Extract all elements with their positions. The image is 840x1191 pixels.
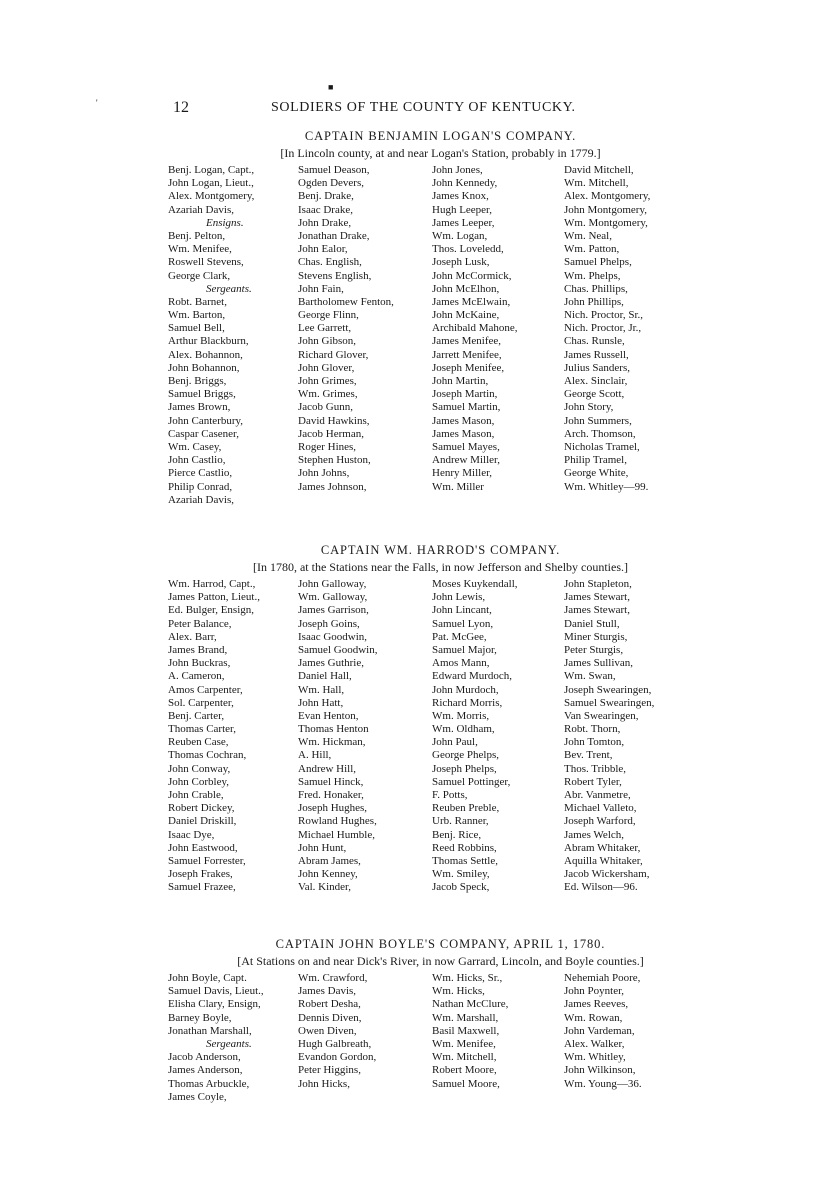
soldier-name: Thomas Henton — [298, 723, 369, 736]
soldier-name: John Crable, — [168, 789, 224, 801]
soldier-name: John McKaine, — [432, 309, 500, 322]
soldier-name: James Stewart, — [564, 604, 630, 617]
soldier-name: Joseph Phelps, — [432, 762, 497, 775]
roster-columns — [168, 972, 713, 1104]
soldier-name: Thomas Settle, — [432, 854, 498, 867]
soldier-name: Philip Tramel, — [564, 454, 627, 467]
soldier-name: Samuel Davis, Lieut., — [168, 985, 264, 998]
soldier-name: Hugh Galbreath, — [298, 1037, 372, 1050]
soldier-name: John Poynter, — [564, 985, 625, 998]
soldier-name: James Patton, Lieut., — [168, 591, 260, 604]
soldier-name: James Welch, — [564, 828, 625, 841]
soldier-name: Wm. Miller — [432, 480, 484, 493]
soldier-name: Samuel Bell, — [168, 322, 225, 335]
soldier-name: Abram James, — [298, 854, 361, 867]
soldier-name: John Vardeman, — [564, 1024, 635, 1037]
soldier-name: Michael Humble, — [298, 828, 375, 841]
soldier-name: Sol. Carpenter, — [168, 696, 234, 709]
soldier-name: John Galloway, — [298, 578, 367, 590]
company-note: [In 1780, at the Stations near the Falls, in now Jefferson and Shelby counties.] — [252, 560, 629, 574]
soldier-name: Joseph Hughes, — [298, 802, 368, 815]
soldier-name: Abram Whitaker, — [564, 841, 641, 854]
soldier-name: Wm. Neal, — [564, 229, 612, 242]
soldier-name: Robert Tyler, — [564, 775, 622, 788]
soldier-name: Benj. Logan, Capt., — [168, 164, 255, 176]
soldier-name: Wm. Swan, — [564, 670, 616, 683]
soldier-name: Thomas Carter, — [168, 723, 236, 736]
soldier-name: John Kennedy, — [432, 177, 498, 190]
soldier-name: Edward Murdoch, — [432, 670, 513, 683]
soldier-name: Moses Kuykendall, — [432, 578, 518, 590]
soldier-name: James Brand, — [168, 643, 228, 656]
soldier-name: Peter Sturgis, — [564, 643, 624, 656]
running-title: SOLDIERS OF THE COUNTY OF KENTUCKY. — [271, 100, 576, 115]
soldier-name: Samuel Lyon, — [432, 617, 494, 630]
soldier-name: Stevens English, — [298, 269, 372, 282]
soldier-name: Barney Boyle, — [168, 1011, 232, 1024]
soldier-name: Evan Henton, — [298, 709, 359, 722]
soldier-name: Andrew Hill, — [298, 762, 357, 775]
soldier-name: Sergeants. — [206, 1037, 252, 1050]
soldier-name: Benj. Rice, — [432, 828, 482, 841]
soldier-name: John Hatt, — [298, 696, 344, 709]
soldier-name: Nich. Proctor, Sr., — [564, 309, 643, 322]
soldier-name: John Castlio, — [168, 454, 226, 467]
soldier-name: Urb. Ranner, — [432, 815, 489, 828]
soldier-name: Wm. Whitley, — [564, 1051, 626, 1064]
soldier-name: Samuel Goodwin, — [298, 643, 378, 656]
soldier-name: Val. Kinder, — [298, 881, 352, 894]
soldier-name: Rowland Hughes, — [298, 815, 377, 828]
soldier-name: James Johnson, — [298, 480, 367, 493]
soldier-name: Joseph Goins, — [298, 617, 360, 630]
soldier-name: Caspar Casener, — [168, 427, 240, 440]
soldier-name: John Montgomery, — [564, 203, 648, 216]
soldier-name: Alex. Montgomery, — [564, 190, 651, 203]
print-mark: ' — [96, 98, 98, 108]
page-number: 12 — [173, 99, 189, 116]
soldier-name: Samuel Deason, — [298, 164, 370, 176]
soldier-name: Samuel Pottinger, — [432, 775, 511, 788]
soldier-name: Evandon Gordon, — [298, 1051, 377, 1064]
soldier-name: Jacob Herman, — [298, 427, 364, 440]
soldier-name: Samuel Swearingen, — [564, 696, 655, 709]
soldier-name: John Johns, — [298, 467, 350, 480]
soldier-name: Isaac Goodwin, — [298, 630, 368, 643]
soldier-name: Wm. Crawford, — [298, 972, 368, 984]
soldier-name: Alex. Montgomery, — [168, 190, 255, 203]
soldier-name: Julius Sanders, — [564, 361, 630, 374]
soldier-name: James Knox, — [432, 190, 489, 203]
soldier-name: Wm. Whitley—99. — [564, 480, 649, 493]
soldier-name: John Drake, — [298, 216, 352, 229]
soldier-name: John Stapleton, — [564, 578, 632, 590]
soldier-name: Bartholomew Fenton, — [298, 295, 394, 308]
soldier-name: Dennis Diven, — [298, 1011, 362, 1024]
soldier-name: Lee Garrett, — [298, 322, 352, 335]
soldier-name: John Logan, Lieut., — [168, 177, 254, 190]
soldier-name: Pat. McGee, — [432, 630, 487, 643]
soldier-name: Reuben Case, — [168, 736, 229, 749]
soldier-name: Isaac Dye, — [168, 828, 215, 841]
soldier-name: Archibald Mahone, — [432, 322, 518, 335]
soldier-name: Wm. Menifee, — [168, 243, 232, 256]
soldier-name: George Scott, — [564, 388, 625, 401]
soldier-name: James Russell, — [564, 348, 629, 361]
roster-column — [168, 578, 298, 895]
soldier-name: John Eastwood, — [168, 841, 238, 854]
print-mark: ■ — [328, 82, 334, 92]
soldier-name: Nehemiah Poore, — [564, 972, 641, 984]
soldier-name: Samuel Frazee, — [168, 881, 236, 894]
soldier-name: James McElwain, — [432, 295, 511, 308]
soldier-name: James Mason, — [432, 427, 495, 440]
soldier-name: Wm. Hicks, Sr., — [432, 972, 503, 984]
soldier-name: Basil Maxwell, — [432, 1024, 500, 1037]
soldier-name: Van Swearingen, — [564, 709, 639, 722]
soldier-name: Daniel Stull, — [564, 617, 620, 630]
soldier-name: A. Hill, — [298, 749, 332, 762]
roster-column — [298, 972, 432, 1104]
roster-column — [298, 578, 432, 895]
company-heading: CAPTAIN BENJAMIN LOGAN'S COMPANY. — [304, 129, 577, 143]
soldier-name: Wm. Mitchell, — [564, 177, 629, 190]
soldier-name: Wm. Marshall, — [432, 1011, 499, 1024]
soldier-name: Samuel Forrester, — [168, 854, 246, 867]
company-heading: CAPTAIN JOHN BOYLE'S COMPANY, APRIL 1, 1780. — [275, 937, 606, 951]
soldier-name: John Lincant, — [432, 604, 492, 617]
soldier-name: F. Potts, — [432, 789, 468, 801]
soldier-name: Aquilla Whitaker, — [564, 854, 643, 867]
soldier-name: Henry Miller, — [432, 467, 493, 480]
soldier-name: Samuel Mayes, — [432, 440, 500, 453]
roster-column — [564, 164, 694, 507]
soldier-name: Alex. Bohannon, — [168, 348, 243, 361]
soldier-name: Joseph Lusk, — [432, 256, 490, 269]
roster-column — [168, 972, 298, 1104]
soldier-name: Wm. Hall, — [298, 683, 345, 696]
soldier-name: Chas. Phillips, — [564, 282, 628, 295]
soldier-name: John Corbley, — [168, 775, 230, 788]
soldier-name: John Martin, — [432, 375, 489, 387]
company-boyle — [168, 937, 713, 1104]
soldier-name: James Garrison, — [298, 604, 369, 617]
soldier-name: Peter Higgins, — [298, 1064, 361, 1077]
soldier-name: Wm. Hicks, — [432, 985, 485, 998]
soldier-name: John Boyle, Capt. — [168, 972, 247, 984]
soldier-name: Hugh Leeper, — [432, 203, 493, 216]
soldier-name: Benj. Carter, — [168, 709, 225, 722]
soldier-name: James Anderson, — [168, 1064, 243, 1077]
soldier-name: Daniel Driskill, — [168, 815, 237, 828]
soldier-name: Samuel Moore, — [432, 1077, 500, 1090]
soldier-name: Isaac Drake, — [298, 203, 353, 216]
soldier-name: Alex. Walker, — [564, 1037, 625, 1050]
soldier-name: John Buckras, — [168, 657, 231, 670]
soldier-name: Wm. Oldham, — [432, 723, 495, 736]
roster-columns — [168, 578, 713, 895]
soldier-name: Wm. Menifee, — [432, 1037, 496, 1050]
soldier-name: Samuel Phelps, — [564, 256, 632, 269]
soldier-name: Joseph Menifee, — [432, 361, 505, 374]
soldier-name: John Paul, — [432, 736, 478, 749]
soldier-name: Pierce Castlio, — [168, 467, 233, 480]
soldier-name: Peter Balance, — [168, 617, 232, 630]
soldier-name: Wm. Morris, — [432, 709, 490, 722]
soldier-name: Wm. Rowan, — [564, 1011, 623, 1024]
soldier-name: George Clark, — [168, 269, 231, 282]
roster-column — [432, 578, 564, 895]
soldier-name: Roger Hines, — [298, 440, 357, 453]
soldier-name: Owen Diven, — [298, 1024, 357, 1037]
soldier-name: Wm. Harrod, Capt., — [168, 578, 256, 590]
company-heading: CAPTAIN WM. HARROD'S COMPANY. — [320, 543, 561, 557]
soldier-name: Wm. Barton, — [168, 309, 226, 322]
soldier-name: Jarrett Menifee, — [432, 348, 502, 361]
soldier-name: Robt. Barnet, — [168, 295, 227, 308]
soldier-name: Arch. Thomson, — [564, 427, 636, 440]
soldier-name: Arthur Blackburn, — [168, 335, 249, 348]
soldier-name: Ensigns. — [206, 216, 244, 229]
soldier-name: Sergeants. — [206, 282, 252, 295]
soldier-name: Wm. Mitchell, — [432, 1051, 497, 1064]
company-logan — [168, 129, 713, 507]
soldier-name: Fred. Honaker, — [298, 789, 364, 801]
soldier-name: Thos. Loveledd, — [432, 243, 504, 256]
soldier-name: Joseph Warford, — [564, 815, 636, 828]
soldier-name: Robert Dickey, — [168, 802, 235, 815]
soldier-name: Wm. Hickman, — [298, 736, 366, 749]
soldier-name: Thomas Arbuckle, — [168, 1077, 250, 1090]
soldier-name: Reuben Preble, — [432, 802, 500, 815]
soldier-name: Richard Morris, — [432, 696, 503, 709]
soldier-name: Wm. Smiley, — [432, 868, 490, 881]
roster-column — [564, 578, 694, 895]
soldier-name: Nathan McClure, — [432, 998, 509, 1011]
soldier-name: John Story, — [564, 401, 614, 414]
soldier-name: Ed. Wilson—96. — [564, 881, 638, 894]
company-harrod — [168, 543, 713, 895]
soldier-name: Bev. Trent, — [564, 749, 613, 762]
roster-column — [298, 164, 432, 507]
soldier-name: John Tomton, — [564, 736, 625, 749]
soldier-name: George Flinn, — [298, 309, 359, 322]
roster-columns — [168, 164, 713, 507]
roster-column — [168, 164, 298, 507]
soldier-name: Jacob Anderson, — [168, 1051, 241, 1064]
soldier-name: Abr. Vanmetre, — [564, 789, 631, 801]
soldier-name: Wm. Patton, — [564, 243, 620, 256]
soldier-name: Alex. Sinclair, — [564, 375, 628, 387]
soldier-name: Azariah Davis, — [168, 493, 234, 506]
roster-column — [432, 164, 564, 507]
soldier-name: Ogden Devers, — [298, 177, 364, 190]
soldier-name: Chas. English, — [298, 256, 362, 269]
soldier-name: Wm. Montgomery, — [564, 216, 648, 229]
soldier-name: John Murdoch, — [432, 683, 499, 696]
soldier-name: Joseph Martin, — [432, 388, 498, 401]
soldier-name: Thos. Tribble, — [564, 762, 627, 775]
soldier-name: John Canterbury, — [168, 414, 244, 427]
soldier-name: Samuel Hinck, — [298, 775, 364, 788]
soldier-name: Elisha Clary, Ensign, — [168, 998, 261, 1011]
soldier-name: Nicholas Tramel, — [564, 440, 640, 453]
soldier-name: Andrew Miller, — [432, 454, 500, 467]
soldier-name: Thomas Cochran, — [168, 749, 247, 762]
soldier-name: John Wilkinson, — [564, 1064, 636, 1077]
soldier-name: John Hicks, — [298, 1077, 350, 1090]
soldier-name: John Ealor, — [298, 243, 348, 256]
soldier-name: Ed. Bulger, Ensign, — [168, 604, 255, 617]
soldier-name: James Brown, — [168, 401, 231, 414]
soldier-name: John Bohannon, — [168, 361, 240, 374]
soldier-name: Roswell Stevens, — [168, 256, 244, 269]
soldier-name: Joseph Frakes, — [168, 868, 233, 881]
soldier-name: John Kenney, — [298, 868, 358, 881]
soldier-name: Joseph Swearingen, — [564, 683, 652, 696]
soldier-name: Jonathan Marshall, — [168, 1024, 252, 1037]
roster-column — [564, 972, 694, 1104]
soldier-name: James Sullivan, — [564, 657, 634, 670]
soldier-name: James Mason, — [432, 414, 495, 427]
soldier-name: A. Cameron, — [168, 670, 225, 683]
soldier-name: James Reeves, — [564, 998, 629, 1011]
soldier-name: Stephen Huston, — [298, 454, 371, 467]
soldier-name: James Davis, — [298, 985, 357, 998]
soldier-name: Miner Sturgis, — [564, 630, 628, 643]
soldier-name: Jacob Gunn, — [298, 401, 353, 414]
soldier-name: James Coyle, — [168, 1090, 227, 1103]
soldier-name: Jacob Wickersham, — [564, 868, 650, 881]
soldier-name: Samuel Briggs, — [168, 388, 236, 401]
soldier-name: Daniel Hall, — [298, 670, 352, 683]
soldier-name: Samuel Martin, — [432, 401, 501, 414]
soldier-name: John McElhon, — [432, 282, 500, 295]
soldier-name: David Hawkins, — [298, 414, 370, 427]
soldier-name: John Glover, — [298, 361, 355, 374]
soldier-name: John Phillips, — [564, 295, 624, 308]
soldier-name: James Stewart, — [564, 591, 630, 604]
soldier-name: Richard Glover, — [298, 348, 369, 361]
soldier-name: John McCormick, — [432, 269, 512, 282]
soldier-name: John Fain, — [298, 282, 344, 295]
soldier-name: Wm. Young—36. — [564, 1077, 642, 1090]
soldier-name: Reed Robbins, — [432, 841, 497, 854]
soldier-name: Wm. Casey, — [168, 440, 222, 453]
soldier-name: John Gibson, — [298, 335, 357, 348]
company-note: [In Lincoln county, at and near Logan's Station, probably in 1779.] — [280, 146, 601, 160]
soldier-name: George White, — [564, 467, 629, 480]
soldier-name: John Summers, — [564, 414, 632, 427]
soldier-name: John Grimes, — [298, 375, 357, 387]
soldier-name: Samuel Major, — [432, 643, 497, 656]
soldier-name: Robert Moore, — [432, 1064, 497, 1077]
soldier-name: Alex. Barr, — [168, 630, 217, 643]
soldier-name: Benj. Drake, — [298, 190, 354, 203]
soldier-name: Philip Conrad, — [168, 480, 233, 493]
soldier-name: Amos Mann, — [432, 657, 490, 670]
soldier-name: Wm. Grimes, — [298, 388, 358, 401]
soldier-name: Jacob Speck, — [432, 881, 490, 894]
soldier-name: Robt. Thorn, — [564, 723, 621, 736]
soldier-name: Robert Desha, — [298, 998, 361, 1011]
soldier-name: John Jones, — [432, 164, 483, 176]
soldier-name: Wm. Phelps, — [564, 269, 621, 282]
soldier-name: Benj. Briggs, — [168, 375, 227, 387]
soldier-name: John Lewis, — [432, 591, 486, 604]
soldier-name: Jonathan Drake, — [298, 229, 370, 242]
soldier-name: Amos Carpenter, — [168, 683, 243, 696]
soldier-name: John Hunt, — [298, 841, 347, 854]
soldier-name: Michael Valleto, — [564, 802, 637, 815]
soldier-name: John Conway, — [168, 762, 231, 775]
roster-column — [432, 972, 564, 1104]
soldier-name: Wm. Logan, — [432, 229, 488, 242]
soldier-name: George Phelps, — [432, 749, 500, 762]
soldier-name: Wm. Galloway, — [298, 591, 368, 604]
company-note: [At Stations on and near Dick's River, in now Garrard, Lincoln, and Boyle counties.] — [237, 954, 644, 968]
soldier-name: Nich. Proctor, Jr., — [564, 322, 642, 335]
soldier-name: Chas. Runsle, — [564, 335, 625, 348]
soldier-name: James Guthrie, — [298, 657, 364, 670]
soldier-name: David Mitchell, — [564, 164, 634, 176]
soldier-name: Azariah Davis, — [168, 203, 234, 216]
soldier-name: James Leeper, — [432, 216, 495, 229]
soldier-name: James Menifee, — [432, 335, 502, 348]
soldier-name: Benj. Pelton, — [168, 229, 226, 242]
